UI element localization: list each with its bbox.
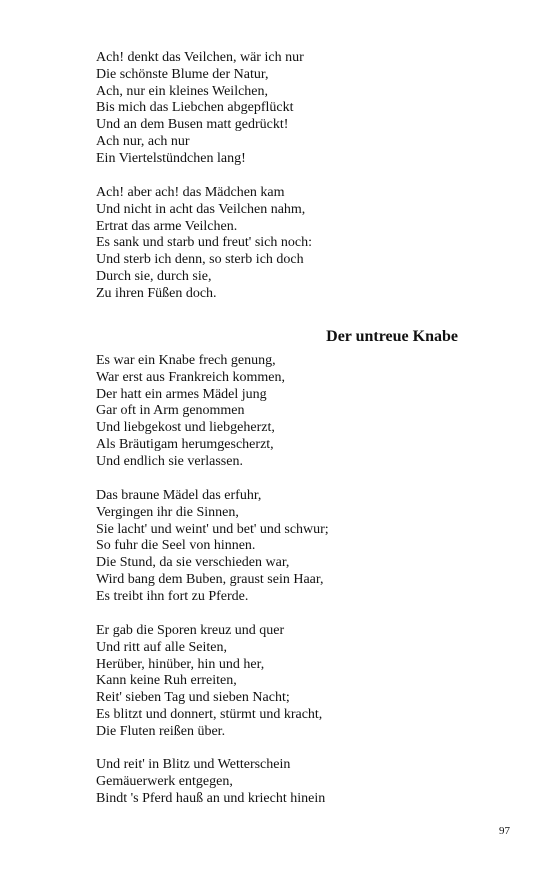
verse-line: Es sank und starb und freut' sich noch: <box>96 235 312 251</box>
poem-stanza <box>96 185 476 303</box>
verse-line: Ach! denkt das Veilchen, wär ich nur <box>96 50 304 65</box>
verse-line: Und nicht in acht das Veilchen nahm, <box>96 201 306 217</box>
poem-stanza <box>96 757 476 807</box>
verse-line: Reit' sieben Tag und sieben Nacht; <box>96 690 290 706</box>
verse-line: So fuhr die Seel von hinnen. <box>96 538 256 554</box>
verse-line: Es treibt ihn fort zu Pferde. <box>96 588 249 604</box>
verse-line: Bindt 's Pferd hauß an und kriecht hinein <box>96 790 326 806</box>
verse-line: Gemäuerwerk entgegen, <box>96 773 233 789</box>
poem-stanza <box>96 353 476 471</box>
verse-line: Das braune Mädel das erfuhr, <box>96 488 262 503</box>
verse-line: Herüber, hinüber, hin und her, <box>96 656 265 672</box>
verse-line: Und endlich sie verlassen. <box>96 453 243 469</box>
verse-line: Er gab die Sporen kreuz und quer <box>96 623 285 638</box>
poem-stanza <box>96 50 476 168</box>
poem-stanza <box>96 623 476 741</box>
verse-line: Und reit' in Blitz und Wetterschein <box>96 757 291 772</box>
verse-line: Vergingen ihr die Sinnen, <box>96 504 239 520</box>
page-number: 97 <box>499 825 510 837</box>
verse-line: Und liebgekost und liebgeherzt, <box>96 420 275 436</box>
verse-line: Ertrat das arme Veilchen. <box>96 218 238 234</box>
poem-stanza <box>96 488 476 606</box>
verse-line: Ach, nur ein kleines Weilchen, <box>96 83 269 99</box>
verse-line: Zu ihren Füßen doch. <box>96 285 217 301</box>
verse-line: Wird bang dem Buben, graust sein Haar, <box>96 571 324 587</box>
verse-line: Ach nur, ach nur <box>96 133 190 149</box>
verse-line: Ein Viertelstündchen lang! <box>96 150 246 166</box>
verse-line: Sie lacht' und weint' und bet' und schwur; <box>96 521 329 537</box>
verse-line: Ach! aber ach! das Mädchen kam <box>96 185 285 200</box>
verse-line: Und ritt auf alle Seiten, <box>96 639 228 655</box>
verse-line: War erst aus Frankreich kommen, <box>96 369 285 385</box>
verse-line: Und sterb ich denn, so sterb ich doch <box>96 252 304 268</box>
verse-line: Es war ein Knabe frech genung, <box>96 353 276 368</box>
verse-line: Durch sie, durch sie, <box>96 268 212 284</box>
verse-line: Die Stund, da sie verschieden war, <box>96 555 290 571</box>
verse-line: Die Fluten reißen über. <box>96 723 226 739</box>
verse-line: Als Bräutigam herumgescherzt, <box>96 436 274 452</box>
verse-line: Der hatt ein armes Mädel jung <box>96 386 267 402</box>
verse-line: Die schönste Blume der Natur, <box>96 66 269 82</box>
verse-line: Es blitzt und donnert, stürmt und kracht, <box>96 706 323 722</box>
verse-line: Bis mich das Liebchen abgepflückt <box>96 100 294 116</box>
verse-line: Kann keine Ruh erreiten, <box>96 673 237 689</box>
poem-title: Der untreue Knabe <box>326 328 458 345</box>
verse-line: Gar oft in Arm genommen <box>96 403 245 419</box>
verse-line: Und an dem Busen matt gedrückt! <box>96 117 289 133</box>
